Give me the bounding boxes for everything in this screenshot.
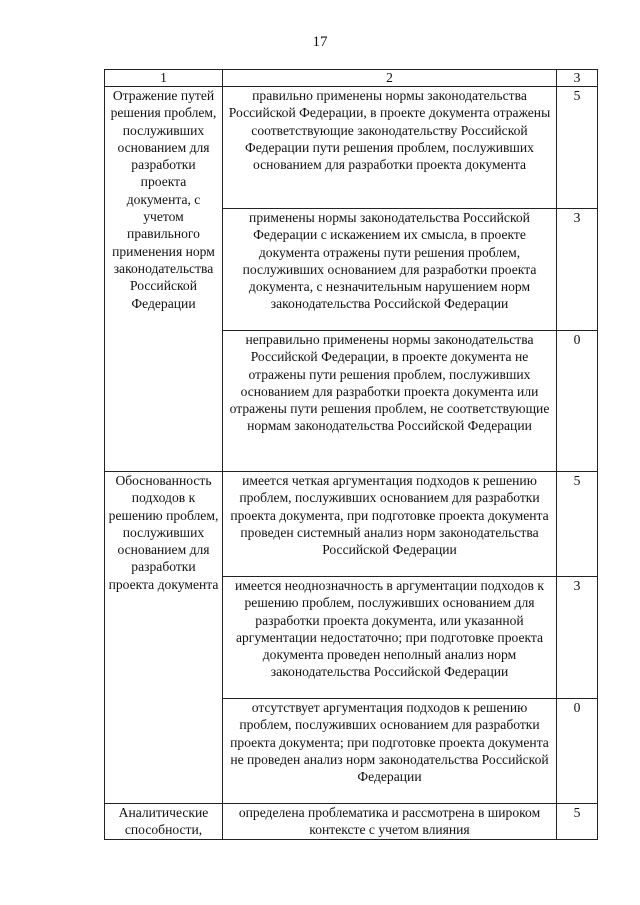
- description-cell: имеется неоднозначность в аргументации подходов к решению проблем, послуживших основанием для разработки проекта документа, или указанной аргументации недостаточно; при подготовке проекта документа проведен неполный анализ норм законодательства Российской Федерации: [223, 577, 557, 699]
- criterion-cell: Аналитические способности,: [105, 804, 223, 840]
- column-header-1: 1: [105, 70, 223, 87]
- description-cell: имеется четкая аргументация подходов к решению проблем, послуживших основанием для разработки проекта документа, при подготовке проекта документа проведен системный анализ норм законодательства Российской Федерации: [223, 472, 557, 577]
- score-cell: 5: [557, 472, 598, 577]
- score-cell: 5: [557, 804, 598, 840]
- column-header-2: 2: [223, 70, 557, 87]
- table-row: [105, 472, 598, 577]
- score-cell: 3: [557, 209, 598, 331]
- evaluation-table: [104, 69, 598, 840]
- description-cell: определена проблематика и рассмотрена в широком контексте с учетом влияния: [223, 804, 557, 840]
- page-number: 17: [312, 34, 328, 50]
- description-cell: отсутствует аргументация подходов к решению проблем, послуживших основанием для разработки проекта документа; при подготовке проекта документа не проведен анализ норм законодательства Российской Федерации: [223, 699, 557, 804]
- table-row: [105, 804, 598, 840]
- table-header-row: [105, 70, 598, 87]
- criterion-cell: Обоснованность подходов к решению проблем, послуживших основанием для разработки проекта документа: [105, 472, 223, 804]
- description-cell: неправильно применены нормы законодательства Российской Федерации, в проекте документа не отражены пути решения проблем, послуживших основанием для разработки проекта документа или отражены пути решения проблем, не соответствующие нормам законодательства Российской Федерации: [223, 331, 557, 472]
- score-cell: 0: [557, 699, 598, 804]
- score-cell: 0: [557, 331, 598, 472]
- table-row: [105, 87, 598, 209]
- column-header-3: 3: [557, 70, 598, 87]
- score-cell: 3: [557, 577, 598, 699]
- description-cell: применены нормы законодательства Российской Федерации с искажением их смысла, в проекте документа отражены пути решения проблем, послуживших основанием для разработки проекта документа, с незначительным нарушением норм законодательства Российской Федерации: [223, 209, 557, 331]
- score-cell: 5: [557, 87, 598, 209]
- description-cell: правильно применены нормы законодательства Российской Федерации, в проекте документа отражены соответствующие законодательству Российской Федерации пути решения проблем, послуживших основанием для разработки проекта документа: [223, 87, 557, 209]
- criterion-cell: Отражение путей решения проблем, послуживших основанием для разработки проекта документа, с учетом правильного применения норм законодательства Российской Федерации: [105, 87, 223, 472]
